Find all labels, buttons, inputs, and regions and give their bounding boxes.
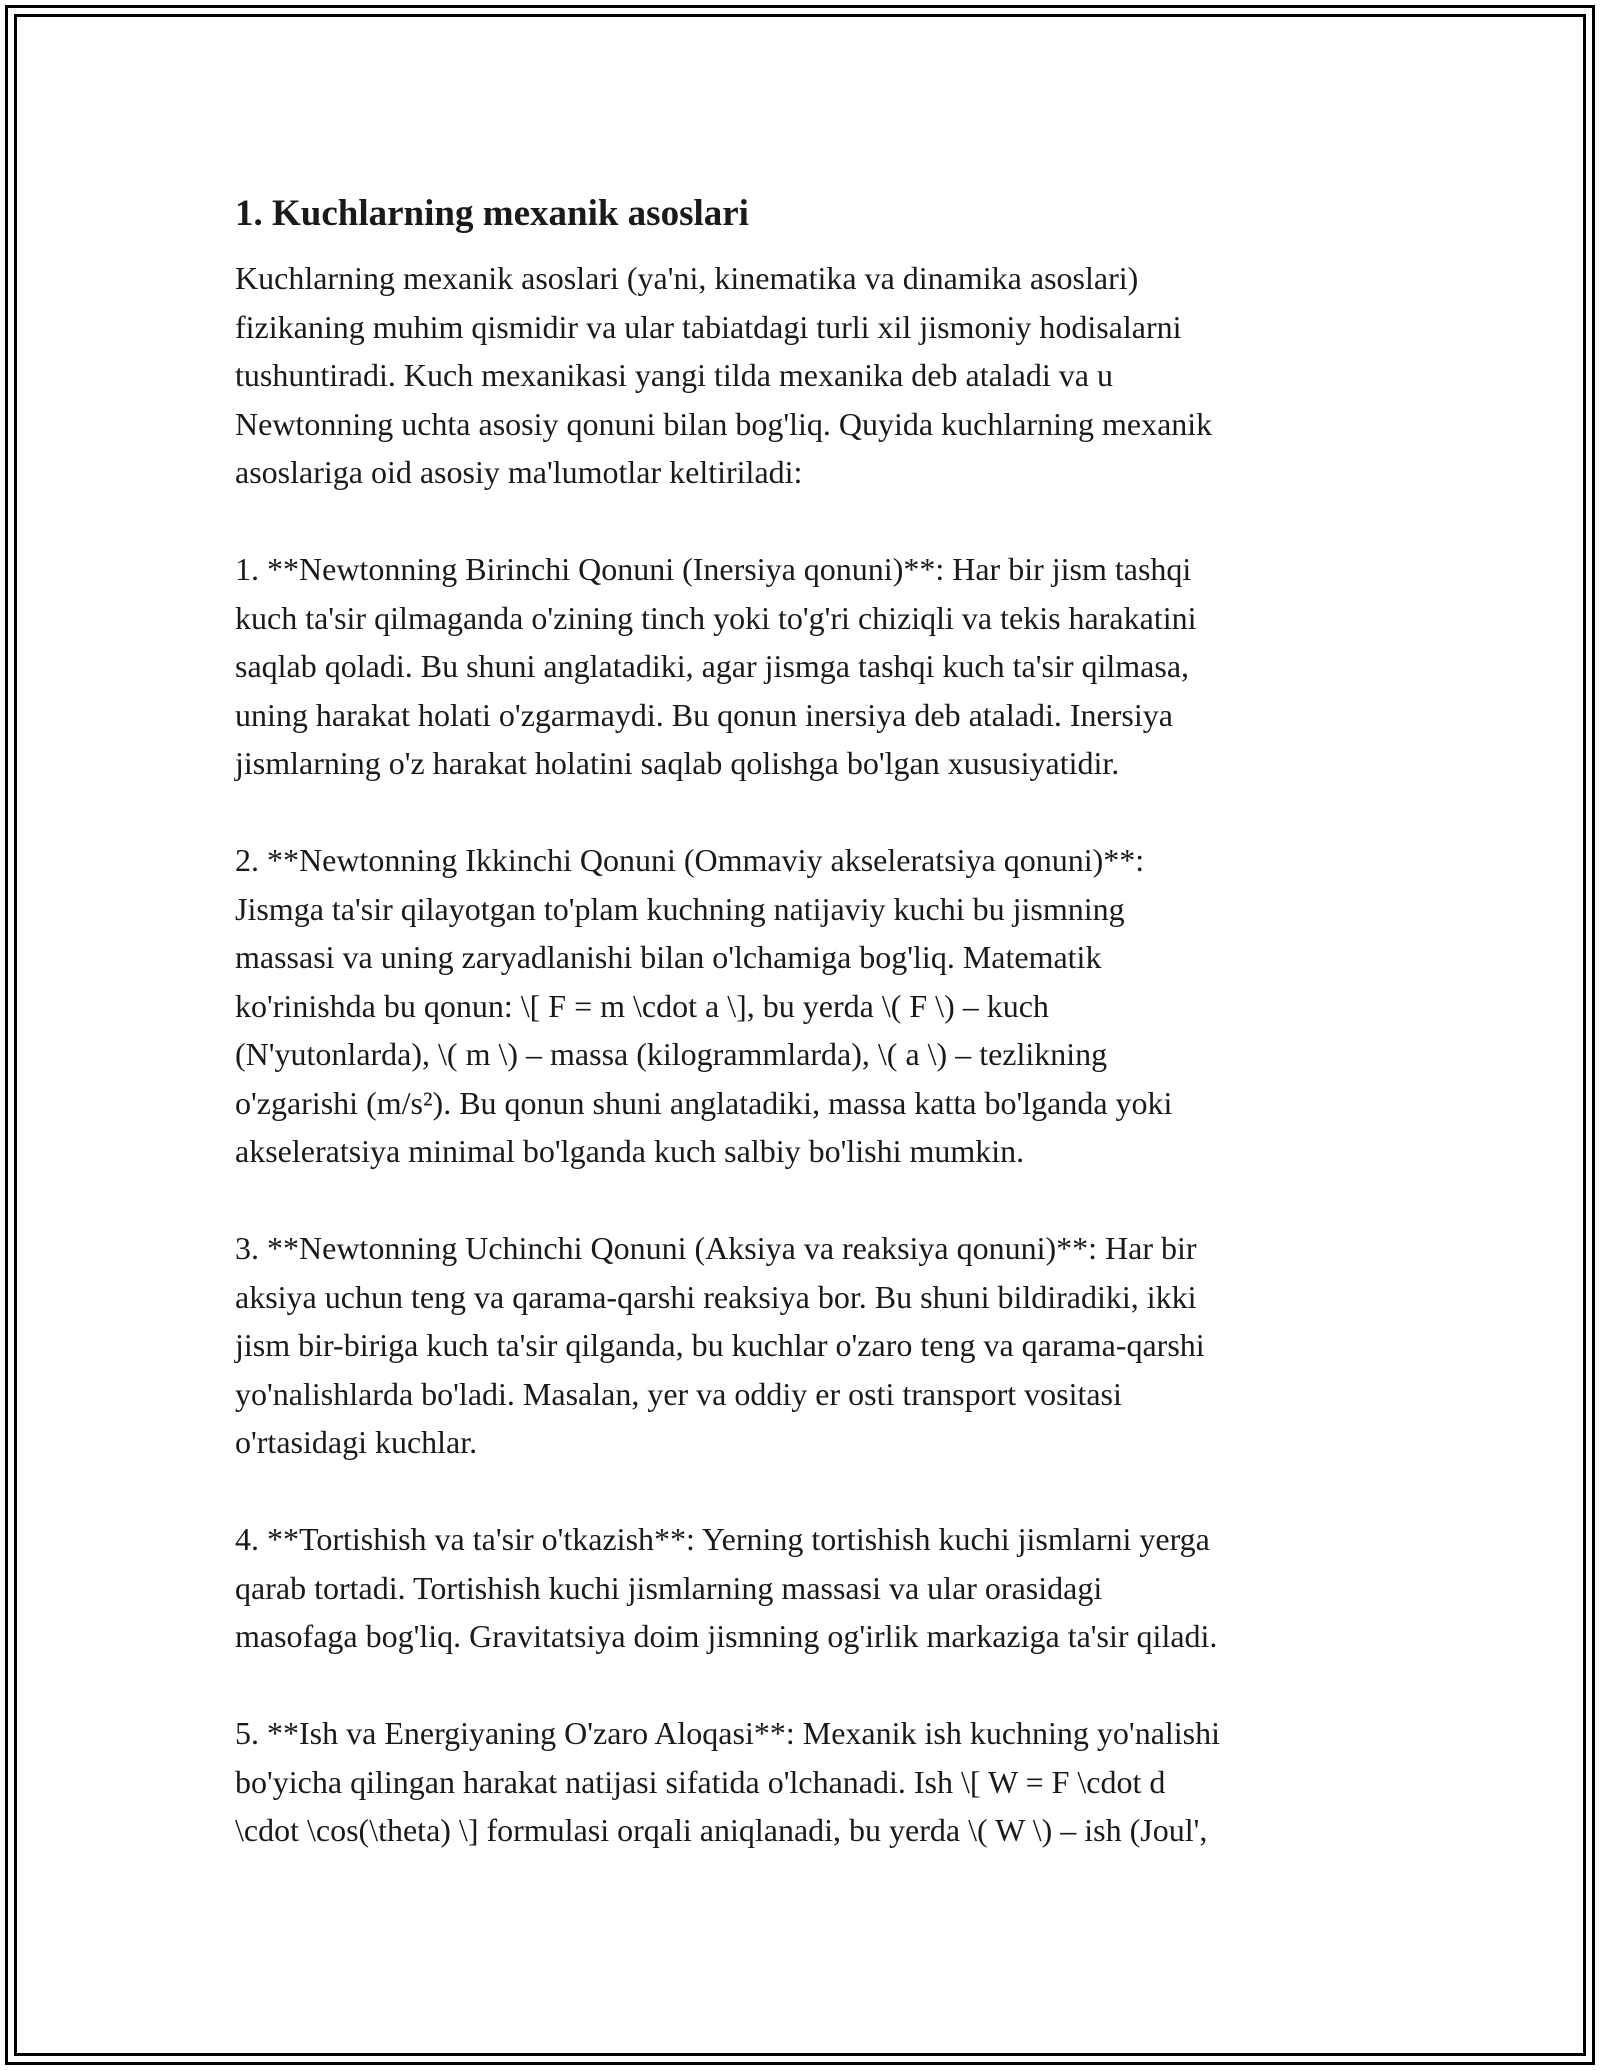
text-line: Jismga ta'sir qilayotgan to'plam kuchning natijaviy kuchi bu jismning [235,890,1125,927]
text-line: 5. **Ish va Energiyaning O'zaro Aloqasi**: Mexanik ish kuchning yo'nalishi [235,1715,1221,1751]
text-line: massasi va uning zaryadlanishi bilan o'lchamiga bog'liq. Matematik [235,939,1102,975]
text-line: qarab tortadi. Tortishish kuchi jismlarning massasi va ular orasidagi [235,1569,1103,1606]
text-line: 2. **Newtonning Ikkinchi Qonuni (Ommaviy akseleratsiya qonuni)**: [235,842,1145,878]
text-line: ko'rinishda bu qonun: \[ F = m \cdot a \], bu yerda \( F \) – kuch [235,987,1049,1024]
paragraph [235,254,1375,497]
text-line: 4. **Tortishish va ta'sir o'tkazish**: Yerning tortishish kuchi jismlarni yerga [235,1521,1210,1557]
paragraph [235,1515,1375,1661]
text-line: bo'yicha qilingan harakat natijasi sifatida o'lchanadi. Ish \[ W = F \cdot d [235,1763,1166,1800]
text-line: 1. **Newtonning Birinchi Qonuni (Inersiya qonuni)**: Har bir jism tashqi [235,551,1192,587]
text-line: uning harakat holati o'zgarmaydi. Bu qonun inersiya deb ataladi. Inersiya [235,696,1173,733]
text-line: aksiya uchun teng va qarama-qarshi reaksiya bor. Bu shuni bildiradiki, ikki [235,1278,1197,1315]
text-line: yo'nalishlarda bo'ladi. Masalan, yer va oddiy er osti transport vositasi [235,1375,1122,1412]
text-line: asoslariga oid asosiy ma'lumotlar keltiriladi: [235,454,803,490]
text-line: (N'yutonlarda), \( m \) – massa (kilogrammlarda), \( a \) – tezlikning [235,1036,1108,1072]
text-line: fizikaning muhim qismidir va ular tabiatdagi turli xil jismoniy hodisalarni [235,308,1182,345]
paragraph [235,836,1375,1176]
text-line: o'zgarishi (m/s²). Bu qonun shuni anglatadiki, massa katta bo'lganda yoki [235,1084,1173,1121]
text-line: 3. **Newtonning Uchinchi Qonuni (Aksiya va reaksiya qonuni)**: Har bir [235,1230,1197,1266]
text-line: saqlab qoladi. Bu shuni anglatadiki, agar jismga tashqi kuch ta'sir qilmasa, [235,648,1190,684]
text-line: Kuchlarning mexanik asoslari (ya'ni, kinematika va dinamika asoslari) [235,260,1139,296]
document-body [235,188,1375,1903]
text-line: jism bir-biriga kuch ta'sir qilganda, bu kuchlar o'zaro teng va qarama-qarshi [235,1327,1205,1363]
text-line: tushuntiradi. Kuch mexanikasi yangi tilda mexanika deb ataladi va u [235,357,1113,393]
paragraph [235,545,1375,788]
paragraph [235,1709,1375,1855]
paragraph-list [235,254,1375,1855]
text-line: jismlarning o'z harakat holatini saqlab qolishga bo'lgan xususiyatidir. [235,745,1120,781]
text-line: o'rtasidagi kuchlar. [235,1424,478,1460]
paragraph [235,1224,1375,1467]
text-line: akseleratsiya minimal bo'lganda kuch salbiy bo'lishi mumkin. [235,1133,1025,1169]
text-line: Newtonning uchta asosiy qonuni bilan bog'liq. Quyida kuchlarning mexanik [235,405,1213,442]
text-line: masofaga bog'liq. Gravitatsiya doim jismning og'irlik markaziga ta'sir qiladi. [235,1618,1218,1654]
section-heading: 1. Kuchlarning mexanik asoslari [235,193,749,234]
text-line: kuch ta'sir qilmaganda o'zining tinch yoki to'g'ri chiziqli va tekis harakatini [235,599,1197,636]
text-line: \cdot \cos(\theta) \] formulasi orqali aniqlanadi, bu yerda \( W \) – ish (Joul', [235,1812,1208,1848]
